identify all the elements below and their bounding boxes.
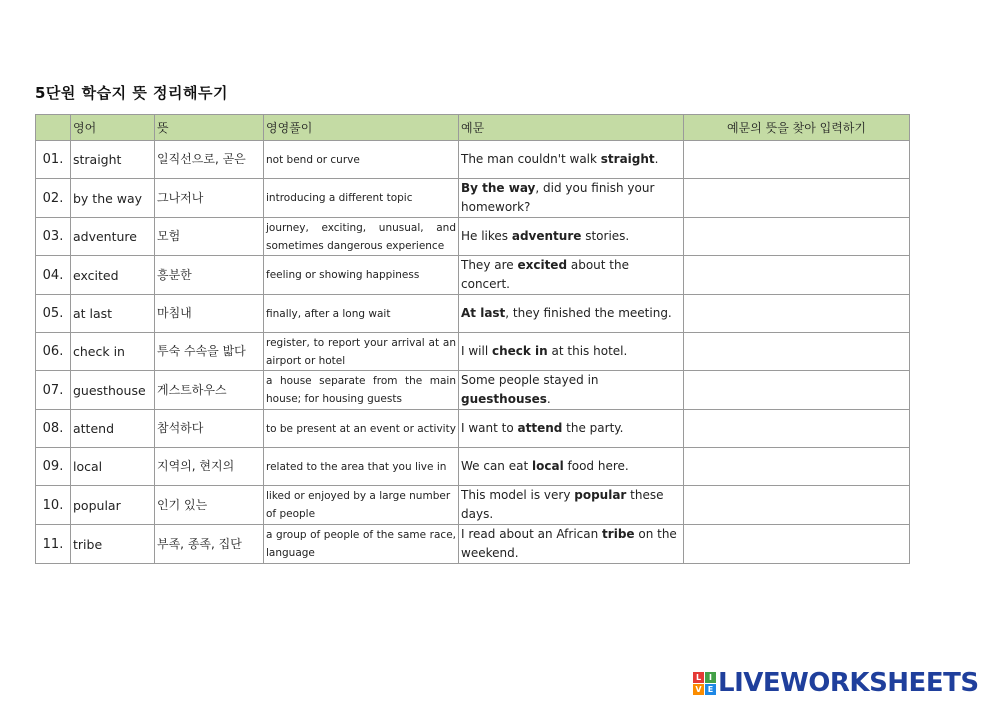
answer-cell xyxy=(684,295,910,333)
english-definition: introducing a different topic xyxy=(264,179,459,218)
header-definition: 영영풀이 xyxy=(264,115,459,141)
header-meaning: 뜻 xyxy=(155,115,264,141)
example-text: food here. xyxy=(563,459,629,473)
example-sentence xyxy=(459,448,684,486)
example-keyword: check in xyxy=(491,344,548,358)
example-text: , did you finish your homework? xyxy=(461,181,655,214)
english-definition: liked or enjoyed by a large number of people xyxy=(264,486,459,525)
example-sentence xyxy=(459,141,684,179)
answer-input[interactable] xyxy=(684,256,909,294)
korean-meaning: 투숙 수속을 밟다 xyxy=(155,333,264,371)
english-word: attend xyxy=(71,410,155,448)
example-text: They are xyxy=(461,258,518,272)
example-text: I will xyxy=(461,344,492,358)
row-number: 03. xyxy=(36,218,71,256)
answer-cell xyxy=(684,141,910,179)
english-word: popular xyxy=(71,486,155,525)
table-row xyxy=(36,179,910,218)
worksheet-title: 5단원 학습지 뜻 정리해두기 xyxy=(35,84,228,102)
row-number: 10. xyxy=(36,486,71,525)
example-text: . xyxy=(654,152,659,166)
english-definition: register, to report your arrival at an airport or hotel xyxy=(264,333,459,371)
example-text: This model is very xyxy=(461,488,575,502)
english-word: adventure xyxy=(71,218,155,256)
example-keyword: attend xyxy=(517,421,563,435)
example-keyword: adventure xyxy=(511,229,582,243)
english-word: straight xyxy=(71,141,155,179)
answer-cell xyxy=(684,333,910,371)
example-text: I read about an African xyxy=(461,527,603,541)
english-word: guesthouse xyxy=(71,371,155,410)
example-text: Some people stayed in xyxy=(461,373,599,387)
example-sentence xyxy=(459,486,684,525)
example-text: The man couldn't walk xyxy=(461,152,601,166)
example-sentence xyxy=(459,179,684,218)
korean-meaning: 부족, 종족, 집단 xyxy=(155,525,264,564)
example-text: on the weekend. xyxy=(461,527,677,560)
logo-mark-icon xyxy=(693,672,716,695)
english-definition: related to the area that you live in xyxy=(264,448,459,486)
answer-input[interactable] xyxy=(684,525,909,563)
answer-input[interactable] xyxy=(684,333,909,370)
answer-input[interactable] xyxy=(684,410,909,447)
example-keyword: local xyxy=(532,459,564,473)
logo-text: LIVEWORKSHEETS xyxy=(718,668,979,698)
english-word: at last xyxy=(71,295,155,333)
table-row xyxy=(36,295,910,333)
example-keyword: straight xyxy=(600,152,655,166)
row-number: 09. xyxy=(36,448,71,486)
row-number: 07. xyxy=(36,371,71,410)
korean-meaning: 게스트하우스 xyxy=(155,371,264,410)
example-sentence xyxy=(459,525,684,564)
table-row xyxy=(36,448,910,486)
answer-cell xyxy=(684,218,910,256)
logo-letter-square: I xyxy=(705,672,716,683)
korean-meaning: 참석하다 xyxy=(155,410,264,448)
english-definition: feeling or showing happiness xyxy=(264,256,459,295)
english-definition: to be present at an event or activity xyxy=(264,410,459,448)
table-row xyxy=(36,525,910,564)
answer-input[interactable] xyxy=(684,295,909,332)
table-header xyxy=(36,115,910,141)
korean-meaning: 일직선으로, 곧은 xyxy=(155,141,264,179)
header-number xyxy=(36,115,71,141)
example-keyword: guesthouses xyxy=(461,392,547,406)
answer-input[interactable] xyxy=(684,448,909,485)
answer-cell xyxy=(684,256,910,295)
english-definition: journey, exciting, unusual, and sometimes dangerous experience xyxy=(264,218,459,256)
english-word: excited xyxy=(71,256,155,295)
example-sentence xyxy=(459,371,684,410)
example-keyword: tribe xyxy=(602,527,635,541)
example-sentence xyxy=(459,333,684,371)
example-keyword: At last xyxy=(461,306,506,320)
english-definition: finally, after a long wait xyxy=(264,295,459,333)
logo-letter-square: E xyxy=(705,684,716,695)
korean-meaning: 인기 있는 xyxy=(155,486,264,525)
korean-meaning: 흥분한 xyxy=(155,256,264,295)
answer-cell xyxy=(684,525,910,564)
example-text: about the concert. xyxy=(461,258,629,291)
logo-letter-square: V xyxy=(693,684,704,695)
table-row xyxy=(36,256,910,295)
answer-input[interactable] xyxy=(684,486,909,524)
english-word: tribe xyxy=(71,525,155,564)
answer-cell xyxy=(684,371,910,410)
table-body xyxy=(36,141,910,564)
example-text: We can eat xyxy=(461,459,532,473)
header-english: 영어 xyxy=(71,115,155,141)
example-text: , they finished the meeting. xyxy=(505,306,672,320)
answer-input[interactable] xyxy=(684,371,909,409)
example-keyword: popular xyxy=(574,488,627,502)
row-number: 04. xyxy=(36,256,71,295)
korean-meaning: 마침내 xyxy=(155,295,264,333)
answer-cell xyxy=(684,486,910,525)
row-number: 05. xyxy=(36,295,71,333)
answer-cell xyxy=(684,448,910,486)
example-text: He likes xyxy=(461,229,512,243)
english-definition: not bend or curve xyxy=(264,141,459,179)
example-text: stories. xyxy=(581,229,630,243)
example-sentence xyxy=(459,256,684,295)
table-row xyxy=(36,371,910,410)
answer-cell xyxy=(684,179,910,218)
korean-meaning: 모험 xyxy=(155,218,264,256)
vocabulary-table xyxy=(35,114,910,564)
row-number: 02. xyxy=(36,179,71,218)
answer-input[interactable] xyxy=(684,218,909,255)
table-row xyxy=(36,486,910,525)
table-row xyxy=(36,141,910,179)
example-keyword: By the way xyxy=(461,181,536,195)
example-text: I want to xyxy=(461,421,518,435)
example-text: . xyxy=(546,392,551,406)
liveworksheets-logo xyxy=(693,668,979,698)
korean-meaning: 그나저나 xyxy=(155,179,264,218)
example-text: these days. xyxy=(461,488,664,521)
example-keyword: excited xyxy=(517,258,568,272)
table-row xyxy=(36,410,910,448)
row-number: 11. xyxy=(36,525,71,564)
example-sentence xyxy=(459,218,684,256)
table-row xyxy=(36,333,910,371)
row-number: 08. xyxy=(36,410,71,448)
example-text: the party. xyxy=(562,421,624,435)
header-answer: 예문의 뜻을 찾아 입력하기 xyxy=(684,115,910,141)
answer-input[interactable] xyxy=(684,141,909,178)
example-text: at this hotel. xyxy=(547,344,628,358)
english-word: by the way xyxy=(71,179,155,218)
english-definition: a group of people of the same race, language xyxy=(264,525,459,564)
table-row xyxy=(36,218,910,256)
logo-letter-square: L xyxy=(693,672,704,683)
row-number: 06. xyxy=(36,333,71,371)
english-word: local xyxy=(71,448,155,486)
answer-cell xyxy=(684,410,910,448)
example-sentence xyxy=(459,295,684,333)
korean-meaning: 지역의, 현지의 xyxy=(155,448,264,486)
english-word: check in xyxy=(71,333,155,371)
header-example: 예문 xyxy=(459,115,684,141)
english-definition: a house separate from the main house; for housing guests xyxy=(264,371,459,410)
row-number: 01. xyxy=(36,141,71,179)
answer-input[interactable] xyxy=(684,179,909,217)
example-sentence xyxy=(459,410,684,448)
